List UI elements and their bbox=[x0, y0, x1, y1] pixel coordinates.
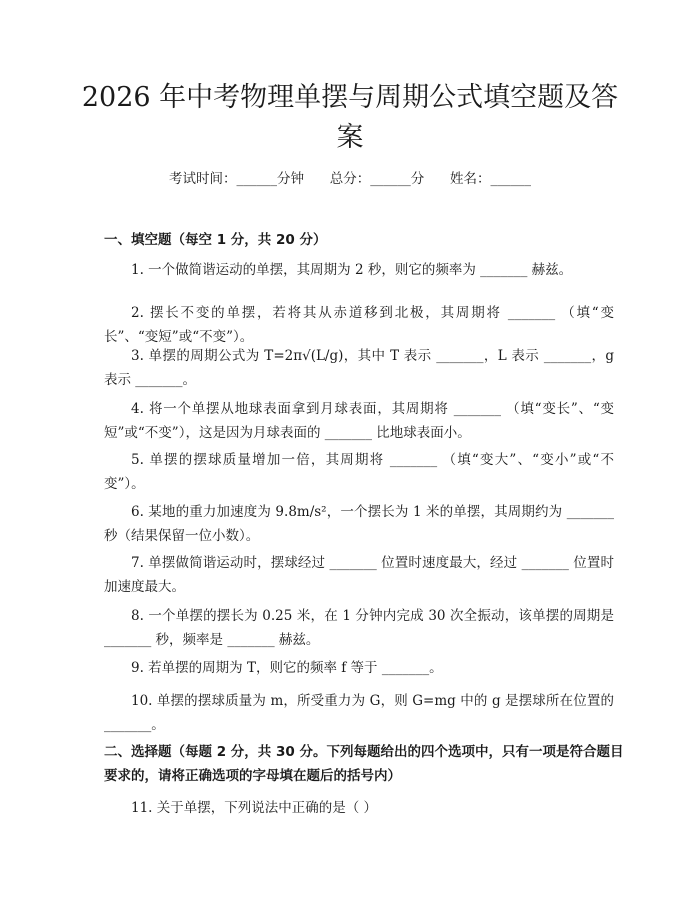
page-title: 2026 年中考物理单摆与周期公式填空题及答案 bbox=[81, 82, 619, 153]
question-item: 4. 将一个单摆从地球表面拿到月球表面，其周期将 _______ （填“变长”、“变短”或“不变”），这是因为月球表面的 _______ 比地球表面小。 bbox=[104, 401, 614, 441]
exam-info-line: 考试时间：______分钟 总分：______分 姓名：______ bbox=[169, 171, 531, 187]
question-item: 10. 单摆的摆球质量为 m，所受重力为 G，则 G=mg 中的 g 是摆球所在位置的 _______。 bbox=[104, 693, 614, 733]
question-item: 5. 单摆的摆球质量增加一倍，其周期将 _______ （填“变大”、“变小”或“不变”）。 bbox=[104, 452, 614, 492]
question-item: 8. 一个单摆的摆长为 0.25 米，在 1 分钟内完成 30 次全振动，该单摆的周期是 _______ 秒，频率是 _______ 赫兹。 bbox=[104, 608, 614, 648]
question-item: 7. 单摆做简谐运动时，摆球经过 _______ 位置时速度最大，经过 _______ 位置时加速度最大。 bbox=[104, 555, 614, 595]
section-heading-multiple-choice: 二、选择题（每题 2 分，共 30 分。下列每题给出的四个选项中，只有一项是符合题目要求的，请将正确选项的字母填在题后的括号内） bbox=[104, 744, 624, 784]
question-item: 6. 某地的重力加速度为 9.8m/s²，一个摆长为 1 米的单摆，其周期约为 _______ 秒（结果保留一位小数）。 bbox=[104, 504, 614, 544]
section-heading-fill-blank: 一、填空题（每空 1 分，共 20 分） bbox=[104, 232, 327, 248]
question-item: 1. 一个做简谐运动的单摆，其周期为 2 秒，则它的频率为 _______ 赫兹。 bbox=[131, 262, 573, 278]
question-item: 2. 摆长不变的单摆，若将其从赤道移到北极，其周期将 _______ （填“变长”、“变短”或“不变”）。 bbox=[104, 305, 614, 345]
question-item: 9. 若单摆的周期为 T，则它的频率 f 等于 _______。 bbox=[131, 660, 443, 676]
question-item: 11. 关于单摆，下列说法中正确的是（ ） bbox=[131, 800, 378, 816]
question-item: 3. 单摆的周期公式为 T=2π√(L/g)，其中 T 表示 _______，L 表示 _______，g 表示 _______。 bbox=[104, 348, 614, 388]
